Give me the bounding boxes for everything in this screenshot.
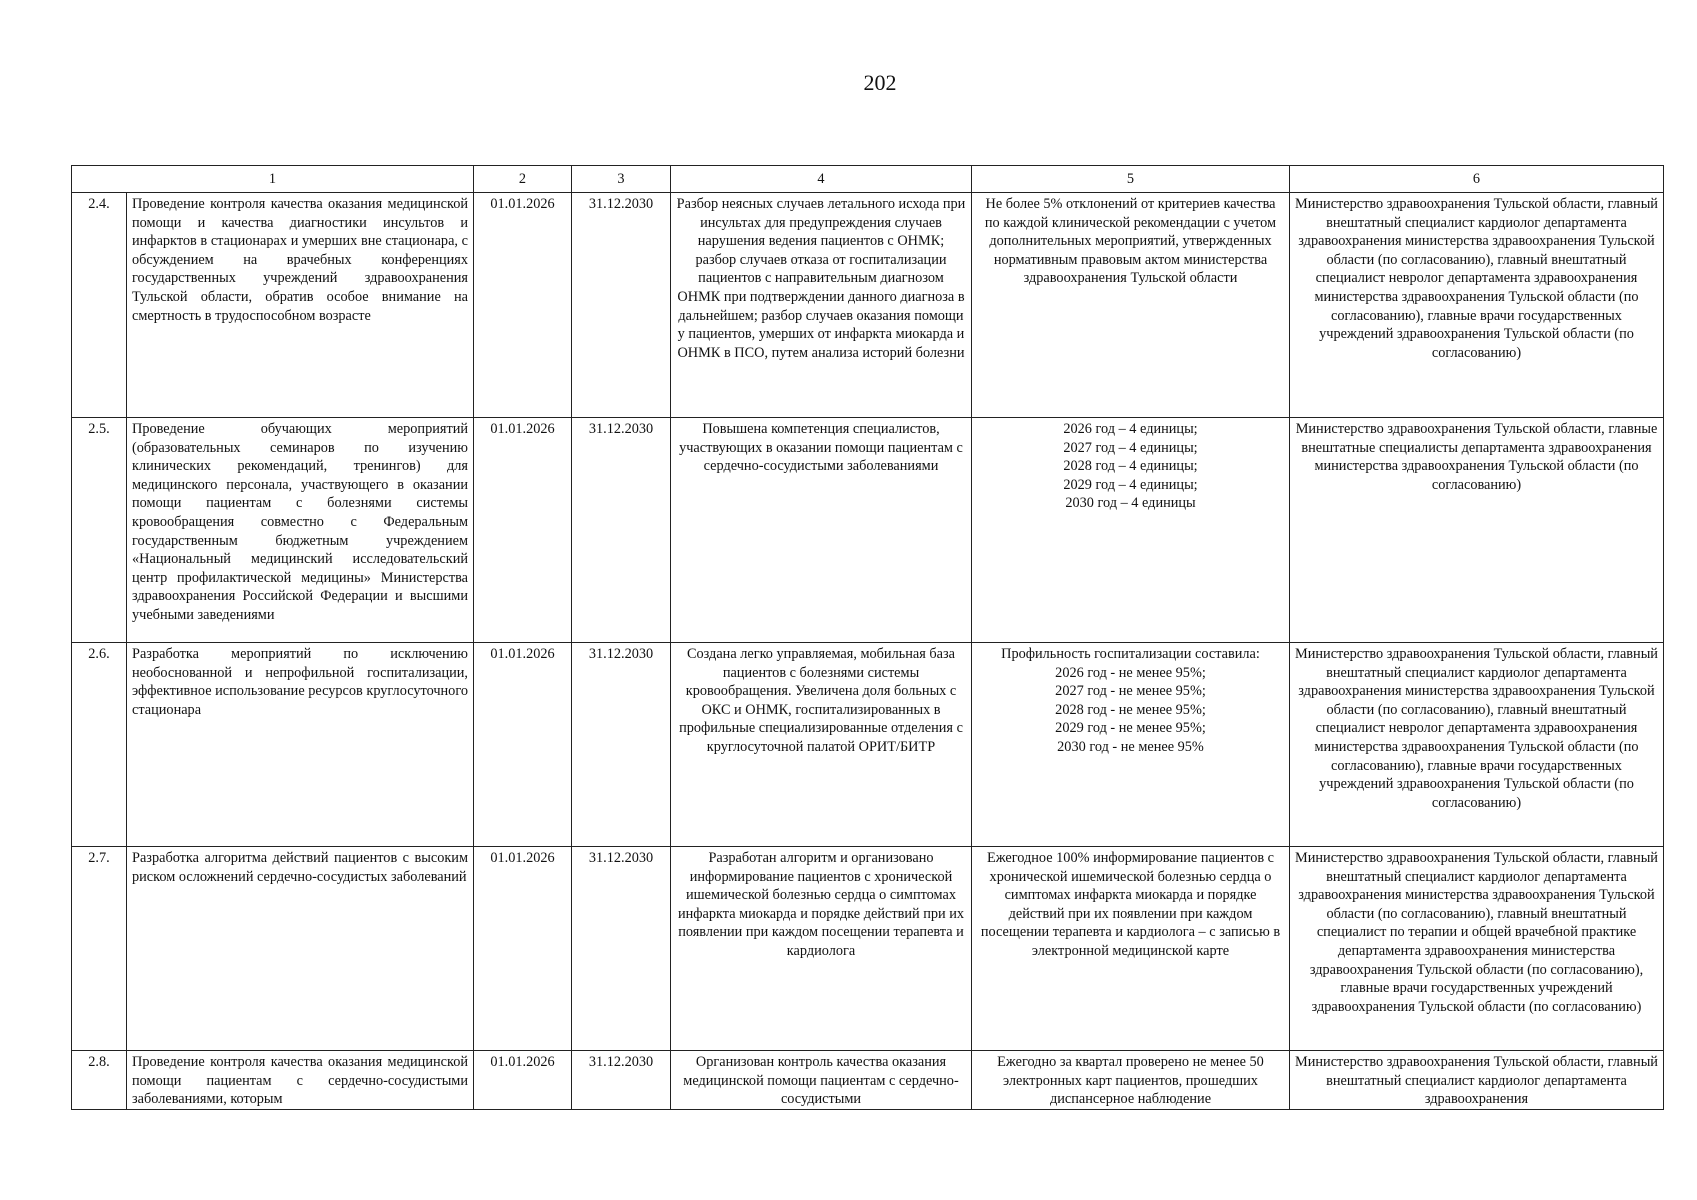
table-row [72, 847, 1664, 1051]
indicator-line: 2028 год - не менее 95%; [1055, 701, 1206, 718]
row-number: 2.4. [72, 193, 127, 418]
responsible: Министерство здравоохранения Тульской области, главный внештатный специалист кардиолог департамента здравоохранения министерства здравоохранения Тульской области (по согласованию), главный внештатный специалист невролог департамента здравоохранения министерства здравоохранения Тульской области (по согласованию), главные врачи государственных учреждений здравоохранения Тульской области (по согласованию) [1290, 643, 1664, 847]
header-row [72, 166, 1664, 193]
indicator-line: 2026 год - не менее 95%; [1055, 664, 1206, 681]
column-header-3: 3 [572, 166, 671, 193]
table-row [72, 418, 1664, 643]
row-number: 2.6. [72, 643, 127, 847]
indicator-line: 2030 год - не менее 95% [1057, 738, 1204, 755]
indicator-line: 2027 год – 4 единицы; [1063, 439, 1198, 456]
column-header-2: 2 [474, 166, 572, 193]
expected-result: Разбор неясных случаев летального исхода при инсультах для предупреждения случаев нарушения ведения пациентов с ОНМК; разбор случаев отказа от госпитализации пациентов с направительным диагнозом ОНМК при подтверждении данного диагноза в дальнейшем; разбор случаев оказания помощи у пациентов, умерших от инфаркта миокарда и ОНМК в ПСО, путем анализа историй болезни [671, 193, 972, 418]
row-number: 2.7. [72, 847, 127, 1051]
indicator [972, 193, 1290, 418]
indicator [972, 847, 1290, 1051]
indicator [972, 1051, 1290, 1110]
column-header-4: 4 [671, 166, 972, 193]
expected-result: Разработан алгоритм и организовано информирование пациентов с хронической ишемической болезнью сердца о симптомах инфаркта миокарда и порядке действий при их появлении при каждом посещении терапевта и кардиолога [671, 847, 972, 1051]
table-row [72, 193, 1664, 418]
row-number: 2.5. [72, 418, 127, 643]
activity-title: Разработка алгоритма действий пациентов с высоким риском осложнений сердечно-сосудистых заболеваний [127, 847, 474, 1051]
activity-title: Разработка мероприятий по исключению необоснованной и непрофильной госпитализации, эффективное использование ресурсов круглосуточного стационара [127, 643, 474, 847]
start-date: 01.01.2026 [474, 418, 572, 643]
table-row [72, 643, 1664, 847]
indicator-line: Не более 5% отклонений от критериев качества по каждой клинической рекомендации с учетом дополнительных мероприятий, утвержденных нормативным правовым актом министерства здравоохранения Тульской области [984, 196, 1277, 287]
indicator-line: Ежегодное 100% информирование пациентов с хронической ишемической болезнью сердца о симптомах инфаркта миокарда и порядке действий при их появлении при каждом посещении терапевта и кардиолога – с записью в электронной медицинской карте [980, 850, 1281, 959]
responsible: Министерство здравоохранения Тульской области, главный внештатный специалист кардиолог департамента здравоохранения [1290, 1051, 1664, 1110]
indicator-line: 2030 год – 4 единицы [1065, 495, 1196, 512]
table-row [72, 1051, 1664, 1110]
start-date: 01.01.2026 [474, 193, 572, 418]
indicator-line: 2026 год – 4 единицы; [1063, 421, 1198, 437]
responsible: Министерство здравоохранения Тульской области, главный внештатный специалист кардиолог департамента здравоохранения министерства здравоохранения Тульской области (по согласованию), главный внештатный специалист по терапии и общей врачебной практике департамента здравоохранения министерства здравоохранения Тульской области (по согласованию), главные врачи государственных учреждений здравоохранения Тульской области (по согласованию) [1290, 847, 1664, 1051]
column-header-5: 5 [972, 166, 1290, 193]
indicator-line: Ежегодно за квартал проверено не менее 50 электронных карт пациентов, прошедших диспансерное наблюдение [997, 1054, 1264, 1108]
end-date: 31.12.2030 [572, 193, 671, 418]
indicator [972, 418, 1290, 643]
indicator-line: Профильность госпитализации составила: [1001, 646, 1260, 662]
end-date: 31.12.2030 [572, 418, 671, 643]
responsible: Министерство здравоохранения Тульской области, главный внештатный специалист кардиолог департамента здравоохранения министерства здравоохранения Тульской области (по согласованию), главный внештатный специалист невролог департамента здравоохранения министерства здравоохранения Тульской области (по согласованию), главные врачи государственных учреждений здравоохранения Тульской области (по согласованию) [1290, 193, 1664, 418]
column-header-6: 6 [1290, 166, 1664, 193]
expected-result: Создана легко управляемая, мобильная база пациентов с болезнями системы кровообращения. Увеличена доля больных с ОКС и ОНМК, госпитализированных в профильные специализированные отделения с круглосуточной палатой ОРИТ/БИТР [671, 643, 972, 847]
end-date: 31.12.2030 [572, 847, 671, 1051]
activity-plan-table [71, 165, 1664, 1110]
indicator-line: 2027 год - не менее 95%; [1055, 683, 1206, 700]
start-date: 01.01.2026 [474, 1051, 572, 1110]
activity-title: Проведение контроля качества оказания медицинской помощи пациентам с сердечно-сосудистыми заболеваниями, которым [127, 1051, 474, 1110]
responsible: Министерство здравоохранения Тульской области, главные внештатные специалисты департамента здравоохранения министерства здравоохранения Тульской области (по согласованию) [1290, 418, 1664, 643]
row-number: 2.8. [72, 1051, 127, 1110]
column-header-1: 1 [72, 166, 474, 193]
activity-title: Проведение обучающих мероприятий (образовательных семинаров по изучению клинических рекомендаций, тренингов) для медицинского персонала, участвующего в оказании помощи пациентам с болезнями системы кровообращения совместно с Федеральным государственным бюджетным учреждением «Национальный медицинский исследовательский центр профилактической медицины» Министерства здравоохранения Российской Федерации и высшими учебными заведениями [127, 418, 474, 643]
indicator [972, 643, 1290, 847]
expected-result: Повышена компетенция специалистов, участвующих в оказании помощи пациентам с сердечно-сосудистыми заболеваниями [671, 418, 972, 643]
end-date: 31.12.2030 [572, 1051, 671, 1110]
indicator-line: 2029 год – 4 единицы; [1063, 476, 1198, 493]
expected-result: Организован контроль качества оказания медицинской помощи пациентам с сердечно-сосудистыми [671, 1051, 972, 1110]
end-date: 31.12.2030 [572, 643, 671, 847]
page-number: 202 [863, 70, 897, 95]
indicator-line: 2028 год – 4 единицы; [1063, 458, 1198, 475]
start-date: 01.01.2026 [474, 847, 572, 1051]
indicator-line: 2029 год - не менее 95%; [1055, 720, 1206, 737]
activity-title: Проведение контроля качества оказания медицинской помощи и качества диагностики инсультов и инфарктов в стационарах и умерших вне стационара, с обсуждением на врачебных конференциях государственных учреждений здравоохранения Тульской области, обратив особое внимание на смертность в трудоспособном возрасте [127, 193, 474, 418]
start-date: 01.01.2026 [474, 643, 572, 847]
